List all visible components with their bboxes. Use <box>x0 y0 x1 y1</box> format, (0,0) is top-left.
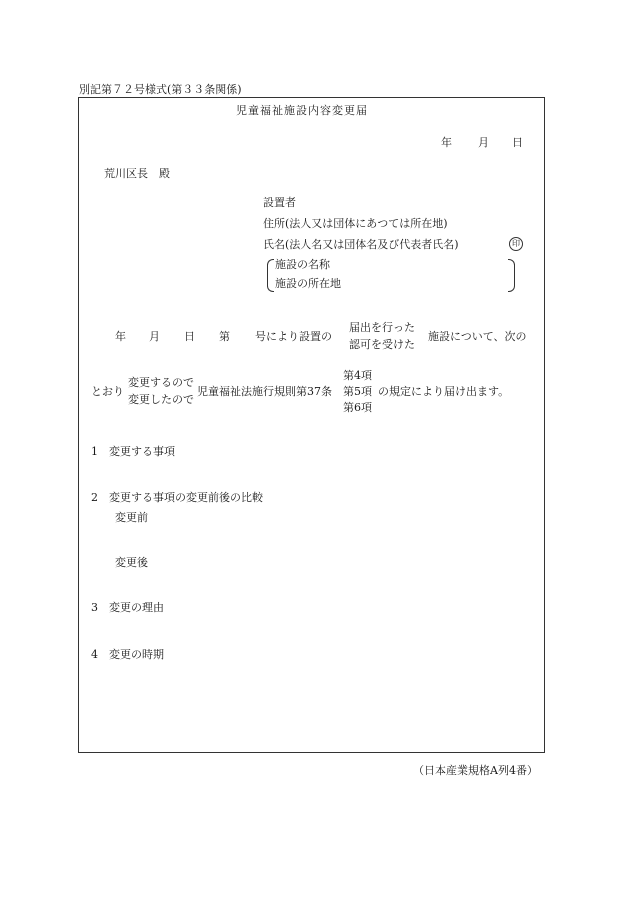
founder-name: 氏名(法人名又は団体名及び代表者氏名) <box>263 238 459 251</box>
body-closing: の規定により届け出ます。 <box>378 385 510 398</box>
form-title: 児童福祉施設内容変更届 <box>236 104 368 117</box>
body-approved: 認可を受けた <box>349 338 415 351</box>
body-article: 児童福祉法施行規則第37条 <box>197 385 332 398</box>
date-day: 日 <box>512 136 523 149</box>
body-item5: 第5項 <box>343 385 372 398</box>
left-bracket <box>267 259 274 292</box>
section-4-number: 4 <box>91 648 98 661</box>
body-month: 月 <box>149 330 160 343</box>
body-changed: 変更したので <box>128 393 194 406</box>
facility-name-label: 施設の名称 <box>275 258 330 271</box>
form-reference: 別記第７２号様式(第３３条関係) <box>79 83 242 96</box>
section-2-number: 2 <box>91 491 98 504</box>
body-toori: とおり <box>91 385 124 398</box>
paper-size-note: （日本産業規格A列4番） <box>413 764 538 777</box>
body-notified: 届出を行った <box>349 321 415 334</box>
body-go-setting: 号により設置の <box>255 330 332 343</box>
body-changing: 変更するので <box>128 376 194 389</box>
date-month: 月 <box>478 136 489 149</box>
date-year: 年 <box>441 136 452 149</box>
founder-address: 住所(法人又は団体にあつては所在地) <box>263 217 448 230</box>
body-item6: 第6項 <box>343 401 372 414</box>
body-item4: 第4項 <box>343 369 372 382</box>
founder-label: 設置者 <box>263 196 296 209</box>
section-1-number: 1 <box>91 445 98 458</box>
body-year: 年 <box>115 330 126 343</box>
section-3-number: 3 <box>91 601 98 614</box>
facility-location-label: 施設の所在地 <box>275 277 341 290</box>
section-3-label: 変更の理由 <box>109 601 164 614</box>
section-4-label: 変更の時期 <box>109 648 164 661</box>
body-dai: 第 <box>219 330 230 343</box>
right-bracket <box>508 259 515 292</box>
compare-before: 変更前 <box>115 511 148 524</box>
addressee: 荒川区長 殿 <box>104 167 170 180</box>
seal-icon: 印 <box>509 237 523 251</box>
body-facility-next: 施設について、次の <box>428 330 527 343</box>
compare-after: 変更後 <box>115 556 148 569</box>
body-day: 日 <box>184 330 195 343</box>
section-2-label: 変更する事項の変更前後の比較 <box>109 491 263 504</box>
section-1-label: 変更する事項 <box>109 445 175 458</box>
